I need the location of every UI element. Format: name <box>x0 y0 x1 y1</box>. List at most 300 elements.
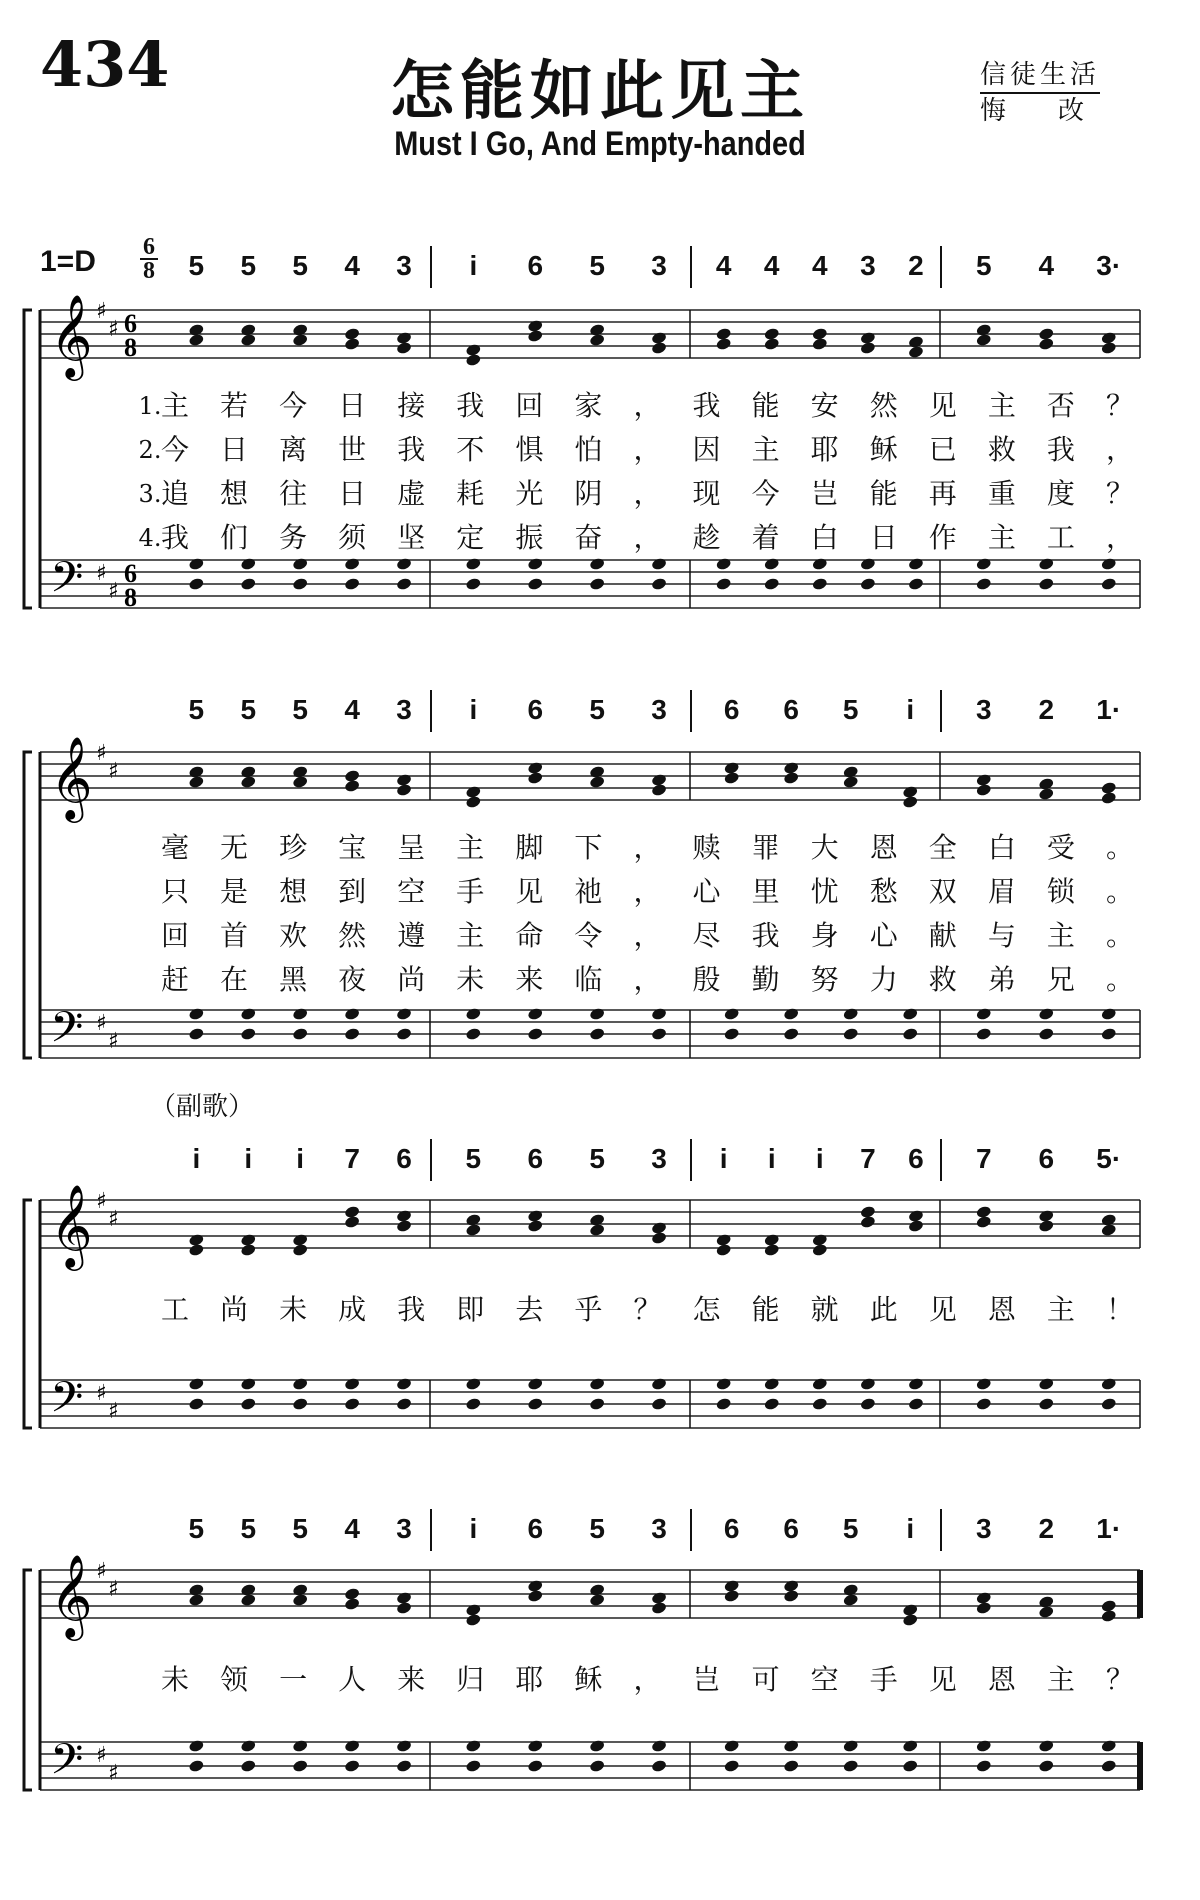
jianpu-note: i <box>469 1513 478 1544</box>
jianpu-note: 6 <box>1038 1143 1055 1174</box>
sharp-icon: ♯ <box>108 1029 119 1054</box>
note-head <box>292 1007 309 1021</box>
note-head <box>651 1027 668 1041</box>
lyric-char: 手 <box>869 1663 898 1696</box>
note-head <box>344 1215 361 1229</box>
jianpu-note: 3· <box>1096 250 1122 281</box>
lyric-char: 想 <box>220 477 249 510</box>
note-head <box>589 1397 606 1411</box>
lyric-char: 来 <box>397 1663 426 1696</box>
lyric-char: ， <box>1105 521 1134 554</box>
jianpu-note: 4 <box>344 694 360 725</box>
note-head <box>344 557 361 571</box>
lyric-char: 追 <box>160 477 189 510</box>
sharp-icon: ♯ <box>96 561 107 586</box>
note-head <box>783 1027 800 1041</box>
note-head <box>465 1027 482 1041</box>
jianpu-barline <box>430 690 432 732</box>
note-head <box>651 577 668 591</box>
bass-clef-icon: 𝄢 <box>50 1735 84 1795</box>
note-head <box>908 1219 925 1233</box>
note-head <box>1038 1219 1055 1233</box>
note-head <box>465 1759 482 1773</box>
sharp-icon: ♯ <box>108 579 119 604</box>
lyric-char: ， <box>633 521 662 554</box>
lyric-char: 奋 <box>574 521 603 554</box>
lyric-char: 现 <box>692 477 721 510</box>
note-head <box>240 1739 257 1753</box>
note-head <box>396 1397 413 1411</box>
note-head <box>465 1739 482 1753</box>
note-head <box>842 1593 859 1607</box>
note-head <box>589 775 606 789</box>
lyric-char: 然 <box>338 919 367 952</box>
lyric-char: 离 <box>279 433 308 466</box>
note-head <box>1038 1759 1055 1773</box>
lyric-char: 怕 <box>574 433 603 466</box>
jianpu-note: 4 <box>344 250 360 281</box>
note-head <box>812 1397 829 1411</box>
lyric-char: 乎 <box>574 1293 603 1326</box>
sharp-icon: ♯ <box>96 1011 107 1036</box>
lyric-char: 手 <box>456 875 485 908</box>
lyric-char: 今 <box>751 477 780 510</box>
note-head <box>396 1219 413 1233</box>
jianpu-row <box>0 1135 1200 1183</box>
jianpu-row <box>0 686 1200 734</box>
jianpu-barline <box>940 690 942 732</box>
treble-clef-icon: 𝄞 <box>50 1183 93 1267</box>
lyric-char: ？ <box>1105 389 1134 422</box>
lyric-char: 临 <box>574 963 603 996</box>
note-head <box>344 337 361 351</box>
jianpu-note: 7 <box>860 1143 876 1174</box>
sharp-icon: ♯ <box>108 1761 119 1786</box>
jianpu-barline <box>690 1139 692 1181</box>
note-head <box>908 577 925 591</box>
note-head <box>860 557 877 571</box>
note-head <box>527 1739 544 1753</box>
note-head <box>527 577 544 591</box>
note-head <box>763 337 780 351</box>
jianpu-barline <box>430 246 432 288</box>
lyric-char: 主 <box>751 433 780 466</box>
lyric-char: 能 <box>751 389 780 422</box>
lyric-char: 赎 <box>692 831 721 864</box>
treble-staff <box>40 752 1140 800</box>
note-head <box>589 1027 606 1041</box>
treble-clef-icon: 𝄞 <box>50 735 93 819</box>
lyric-char: 人 <box>338 1663 367 1696</box>
jianpu-note: 3 <box>975 1513 992 1544</box>
lyric-char: ， <box>633 875 662 908</box>
note-head <box>527 1219 544 1233</box>
sharp-icon: ♯ <box>108 1399 119 1424</box>
lyric-char: 稣 <box>574 1663 603 1696</box>
note-head <box>651 557 668 571</box>
lyric-char: 怎 <box>692 1293 721 1326</box>
lyric-char: 主 <box>987 521 1016 554</box>
jianpu-note: 4 <box>1038 250 1055 281</box>
note-head <box>465 557 482 571</box>
note-head <box>589 1223 606 1237</box>
note-head <box>527 1007 544 1021</box>
note-head <box>651 783 668 797</box>
lyric-char: 遵 <box>397 919 426 952</box>
lyric-char: 白 <box>987 831 1016 864</box>
jianpu-note: 5 <box>240 1513 257 1544</box>
note-head <box>240 1243 257 1257</box>
lyric-char: 不 <box>456 433 485 466</box>
lyric-char: 尽 <box>692 919 721 952</box>
lyric-char: 脚 <box>515 831 544 864</box>
lyric-line <box>0 1292 1200 1328</box>
note-head <box>1038 787 1055 801</box>
lyric-char: ， <box>633 1663 662 1696</box>
lyric-text <box>0 1662 1 1663</box>
note-head <box>860 1377 877 1391</box>
lyric-char: 我 <box>1046 433 1075 466</box>
lyric-char: 勤 <box>751 963 780 996</box>
lyric-char: 宝 <box>338 831 367 864</box>
note-head <box>860 577 877 591</box>
note-head <box>723 1739 740 1753</box>
note-head <box>842 1007 859 1021</box>
grand-staff <box>0 732 1200 1100</box>
lyric-line <box>0 962 1200 998</box>
jianpu-note: 4 <box>715 250 732 281</box>
verse-number: 2. <box>138 436 162 464</box>
note-head <box>763 1397 780 1411</box>
lyric-char: 一 <box>279 1663 308 1696</box>
note-head <box>975 557 992 571</box>
note-head <box>589 1593 606 1607</box>
note-head <box>1038 1007 1055 1021</box>
lyric-char: 主 <box>160 389 189 422</box>
note-head <box>292 1027 309 1041</box>
lyric-char: 心 <box>692 875 721 908</box>
note-head <box>715 1243 732 1257</box>
lyric-char: 眉 <box>987 875 1016 908</box>
lyric-char: 受 <box>1046 831 1075 864</box>
jianpu-note: 5 <box>589 1143 605 1174</box>
lyric-char: 此 <box>869 1293 898 1326</box>
jianpu-note: 5 <box>188 694 205 725</box>
note-head <box>1038 337 1055 351</box>
note-head <box>527 1589 544 1603</box>
lyric-char: 须 <box>338 521 367 554</box>
note-head <box>651 1397 668 1411</box>
lyric-char: 我 <box>397 1293 426 1326</box>
note-head <box>240 775 257 789</box>
lyric-char: 主 <box>456 831 485 864</box>
note-head <box>763 557 780 571</box>
lyric-char: 力 <box>869 963 898 996</box>
lyric-char: 稣 <box>869 433 898 466</box>
note-head <box>465 1223 482 1237</box>
note-head <box>651 1377 668 1391</box>
note-head <box>344 1597 361 1611</box>
jianpu-note: 5 <box>188 1513 205 1544</box>
note-head <box>763 577 780 591</box>
lyric-char: 与 <box>987 919 1016 952</box>
lyric-char: 大 <box>810 831 839 864</box>
jianpu-note: 3 <box>651 250 667 281</box>
jianpu-note: 6 <box>723 694 740 725</box>
note-head <box>651 1231 668 1245</box>
jianpu-note: 5· <box>1096 1143 1122 1174</box>
note-head <box>763 1377 780 1391</box>
lyric-char: 见 <box>928 389 957 422</box>
lyric-char: 趁 <box>692 521 721 554</box>
note-head <box>1038 1377 1055 1391</box>
note-head <box>396 1601 413 1615</box>
note-head <box>715 1377 732 1391</box>
lyric-char: 重 <box>987 477 1016 510</box>
lyric-char: ？ <box>1105 477 1134 510</box>
jianpu-note: 6 <box>527 250 544 281</box>
jianpu-note: 3 <box>651 1513 667 1544</box>
sharp-icon: ♯ <box>96 1189 107 1214</box>
jianpu-note: 5 <box>240 694 257 725</box>
lyric-char: 工 <box>160 1293 189 1326</box>
note-head <box>396 1759 413 1773</box>
note-head <box>240 1759 257 1773</box>
treble-staff <box>40 1570 1140 1618</box>
lyric-char: 接 <box>397 389 426 422</box>
note-head <box>589 333 606 347</box>
jianpu-note: i <box>296 1143 305 1174</box>
grand-staff <box>0 290 1200 650</box>
lyric-char: 见 <box>928 1293 957 1326</box>
lyric-char: 主 <box>1046 1293 1075 1326</box>
chorus-label: （副歌） <box>150 1092 255 1122</box>
arranger-credit: 悔改 <box>980 96 1137 126</box>
lyric-char: 未 <box>279 1293 308 1326</box>
note-head <box>240 1397 257 1411</box>
note-head <box>396 577 413 591</box>
jianpu-note: 3 <box>396 250 412 281</box>
lyric-char: 再 <box>928 477 957 510</box>
note-head <box>527 1027 544 1041</box>
lyric-char: 空 <box>810 1663 839 1696</box>
note-head <box>527 1377 544 1391</box>
jianpu-note: 5 <box>292 250 308 281</box>
lyric-char: 我 <box>692 389 721 422</box>
note-head <box>975 1007 992 1021</box>
note-head <box>1100 1609 1117 1623</box>
lyric-char: 们 <box>220 521 249 554</box>
lyric-char: 毫 <box>160 831 189 864</box>
note-head <box>396 341 413 355</box>
lyric-char: 家 <box>574 389 603 422</box>
note-head <box>240 557 257 571</box>
jianpu-note: 2 <box>908 250 924 281</box>
lyric-char: 否 <box>1046 389 1075 422</box>
lyric-char: 救 <box>987 433 1016 466</box>
note-head <box>975 1397 992 1411</box>
note-head <box>240 1593 257 1607</box>
note-head <box>715 337 732 351</box>
lyric-char: 回 <box>515 389 544 422</box>
lyric-char: 欢 <box>279 919 308 952</box>
note-head <box>1100 557 1117 571</box>
note-head <box>527 1397 544 1411</box>
jianpu-note: 1· <box>1096 1513 1122 1544</box>
jianpu-note: i <box>244 1143 253 1174</box>
note-head <box>842 775 859 789</box>
lyric-line <box>0 520 1200 556</box>
lyric-text <box>0 962 1 963</box>
staff-time-signature: 6 <box>124 309 137 338</box>
note-head <box>715 577 732 591</box>
time-bottom: 8 <box>143 258 155 284</box>
lyric-char: 。 <box>1105 875 1134 908</box>
jianpu-note: 4 <box>763 250 780 281</box>
note-head <box>344 1739 361 1753</box>
note-head <box>292 1759 309 1773</box>
lyric-char: 到 <box>338 875 367 908</box>
note-head <box>1100 1007 1117 1021</box>
lyric-char: 定 <box>456 521 485 554</box>
note-head <box>292 1243 309 1257</box>
lyric-char: ， <box>633 389 662 422</box>
note-head <box>723 1589 740 1603</box>
note-head <box>292 1739 309 1753</box>
note-head <box>465 577 482 591</box>
lyric-char: 往 <box>279 477 308 510</box>
staff-time-signature: 6 <box>124 559 137 588</box>
jianpu-barline <box>690 1509 692 1551</box>
sharp-icon: ♯ <box>96 1743 107 1768</box>
lyric-char: 因 <box>692 433 721 466</box>
lyric-text <box>0 520 1 521</box>
lyric-char: 然 <box>869 389 898 422</box>
lyric-char: 下 <box>574 831 603 864</box>
note-head <box>1038 1739 1055 1753</box>
note-head <box>344 1377 361 1391</box>
note-head <box>188 557 205 571</box>
jianpu-note: 5 <box>465 1143 482 1174</box>
lyric-line <box>0 1662 1200 1698</box>
lyric-char: 双 <box>928 875 957 908</box>
note-head <box>908 557 925 571</box>
lyric-char: 我 <box>397 433 426 466</box>
note-head <box>651 1759 668 1773</box>
lyric-char: 愁 <box>869 875 898 908</box>
lyric-text <box>0 874 1 875</box>
jianpu-note: 3 <box>651 1143 667 1174</box>
treble-clef-icon: 𝄞 <box>50 1553 93 1637</box>
key-signature: 1=D <box>40 245 96 278</box>
note-head <box>465 795 482 809</box>
lyric-char: 作 <box>928 521 957 554</box>
lyric-char: 祂 <box>574 875 603 908</box>
note-head <box>902 1613 919 1627</box>
lyric-char: 白 <box>810 521 839 554</box>
jianpu-note: i <box>815 1143 824 1174</box>
verse-number: 4. <box>138 524 162 552</box>
lyric-char: 。 <box>1105 919 1134 952</box>
lyric-char: 我 <box>751 919 780 952</box>
lyric-line <box>0 830 1200 866</box>
note-head <box>902 1027 919 1041</box>
lyric-char: 见 <box>515 875 544 908</box>
jianpu-note: 5 <box>188 250 205 281</box>
note-head <box>396 1007 413 1021</box>
note-head <box>723 1027 740 1041</box>
lyric-char: 着 <box>751 521 780 554</box>
note-head <box>344 1759 361 1773</box>
note-head <box>240 1377 257 1391</box>
lyric-char: 首 <box>220 919 249 952</box>
lyric-char: ， <box>633 477 662 510</box>
note-head <box>344 1007 361 1021</box>
note-head <box>1100 1397 1117 1411</box>
lyric-char: 想 <box>279 875 308 908</box>
note-head <box>292 1377 309 1391</box>
note-head <box>292 1397 309 1411</box>
lyric-char: 坚 <box>397 521 426 554</box>
note-head <box>1038 1027 1055 1041</box>
lyric-char: 日 <box>338 389 367 422</box>
lyric-char: 在 <box>220 963 249 996</box>
sharp-icon: ♯ <box>96 1559 107 1584</box>
note-head <box>240 333 257 347</box>
note-head <box>292 775 309 789</box>
note-head <box>975 333 992 347</box>
lyric-char: 忧 <box>810 875 839 908</box>
jianpu-note: 5 <box>589 694 605 725</box>
note-head <box>240 1007 257 1021</box>
lyric-char: 日 <box>220 433 249 466</box>
jianpu-note: 2 <box>1038 1513 1055 1544</box>
jianpu-note: 5 <box>842 1513 859 1544</box>
lyric-char: 见 <box>928 1663 957 1696</box>
jianpu-note: i <box>719 1143 728 1174</box>
lyric-char: 未 <box>456 963 485 996</box>
note-head <box>723 1007 740 1021</box>
jianpu-barline <box>940 246 942 288</box>
sharp-icon: ♯ <box>96 299 107 324</box>
jianpu-barline <box>690 246 692 288</box>
lyric-char: 若 <box>220 389 249 422</box>
jianpu-note: i <box>906 1513 915 1544</box>
lyric-char: 今 <box>279 389 308 422</box>
lyric-char: 岂 <box>692 1663 721 1696</box>
lyric-char: 。 <box>1105 963 1134 996</box>
bass-clef-icon: 𝄢 <box>50 1373 84 1433</box>
note-head <box>842 1027 859 1041</box>
lyric-char: 救 <box>928 963 957 996</box>
lyric-char: 未 <box>160 1663 189 1696</box>
lyric-char: 去 <box>515 1293 544 1326</box>
lyric-char: 来 <box>515 963 544 996</box>
lyric-char: ， <box>633 433 662 466</box>
lyric-char: 呈 <box>397 831 426 864</box>
jianpu-barline <box>690 690 692 732</box>
note-head <box>188 1007 205 1021</box>
lyric-char: 命 <box>515 919 544 952</box>
jianpu-note: 5 <box>240 250 257 281</box>
verse-number: 1. <box>138 392 162 420</box>
lyric-char: 努 <box>810 963 839 996</box>
note-head <box>344 1027 361 1041</box>
note-head <box>240 577 257 591</box>
lyric-text <box>0 1292 1 1293</box>
jianpu-note: 6 <box>396 1143 412 1174</box>
note-head <box>465 1397 482 1411</box>
